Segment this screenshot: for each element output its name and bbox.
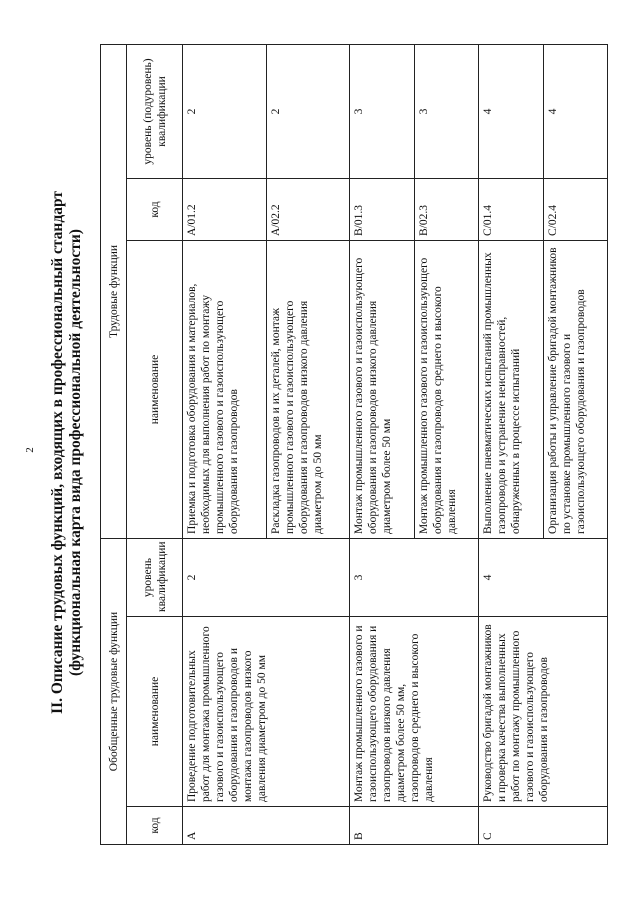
tf-name: Приемка и подготовка оборудования и материалов, необходимых для выполнения работ по монтажу промышленного газового и газоиспользующего оборудования и газопроводов (183, 240, 267, 538)
tf-code: C/02.4 (543, 178, 607, 240)
tf-name: Монтаж промышленного газового и газоиспользующего оборудования и газопроводов низкого давления диаметром более 50 мм (350, 240, 414, 538)
header-name: наименование (127, 617, 183, 807)
table-row (183, 44, 267, 844)
gtf-level: 4 (479, 538, 608, 616)
table-row (479, 44, 543, 844)
gtf-level: 2 (183, 538, 350, 616)
header-function-code: код (127, 178, 183, 240)
tf-code: B/01.3 (350, 178, 414, 240)
table-row (350, 44, 414, 844)
section-title: II. Описание трудовых функций, входящих в профессиональный стандарт (49, 191, 66, 714)
header-row-2 (127, 44, 183, 844)
header-function-name: наименование (127, 240, 183, 538)
functional-map-table (100, 44, 608, 845)
header-sub-level: уровень (подуровень) квалификации (127, 44, 183, 178)
tf-code: B/02.3 (414, 178, 478, 240)
page-number: 2 (23, 447, 36, 453)
tf-name: Выполнение пневматических испытаний промышленных газопроводов и устранение неисправностей, обнаруженных в процессе испытаний (479, 240, 543, 538)
tf-code: A/01.2 (183, 178, 267, 240)
header-code: код (127, 807, 183, 845)
gtf-code: В (350, 807, 479, 845)
tf-level: 2 (183, 44, 267, 178)
gtf-code: А (183, 807, 350, 845)
tf-level: 4 (543, 44, 607, 178)
header-qual-level: уровень квалификации (127, 538, 183, 616)
tf-name: Организация работы и управление бригадой монтажников по установке промышленного газового и газоиспользующего оборудования и газопроводов (543, 240, 607, 538)
tf-level: 4 (479, 44, 543, 178)
header-row-1 (101, 44, 127, 844)
tf-code: C/01.4 (479, 178, 543, 240)
tf-level: 3 (414, 44, 478, 178)
section-subtitle: (функциональная карта вида профессиональной деятельности) (67, 229, 84, 676)
header-labor-functions: Трудовые функции (101, 44, 127, 538)
tf-level: 2 (266, 44, 350, 178)
gtf-name: Монтаж промышленного газового и газоиспользующего оборудования и газопроводов низкого давления диаметром более 50 мм, газопроводов среднего и высокого давления (350, 617, 479, 807)
gtf-code: С (479, 807, 608, 845)
header-generalized: Обобщенные трудовые функции (101, 538, 127, 844)
tf-name: Раскладка газопроводов и их деталей, монтаж промышленного газового и газоиспользующего оборудования и газопроводов низкого давления диаметром до 50 мм (266, 240, 350, 538)
gtf-name: Руководство бригадой монтажников и проверка качества выполненных работ по монтажу промышленного газового и газоиспользующего оборудования и газопроводов (479, 617, 608, 807)
gtf-level: 3 (350, 538, 479, 616)
tf-code: A/02.2 (266, 178, 350, 240)
gtf-name: Проведение подготовительных работ для монтажа промышленного газового и газоиспользующего оборудования и газопроводов и монтажа газопроводов низкого давления диаметром до 50 мм (183, 617, 350, 807)
tf-name: Монтаж промышленного газового и газоиспользующего оборудования и газопроводов среднего и высокого давления (414, 240, 478, 538)
tf-level: 3 (350, 44, 414, 178)
